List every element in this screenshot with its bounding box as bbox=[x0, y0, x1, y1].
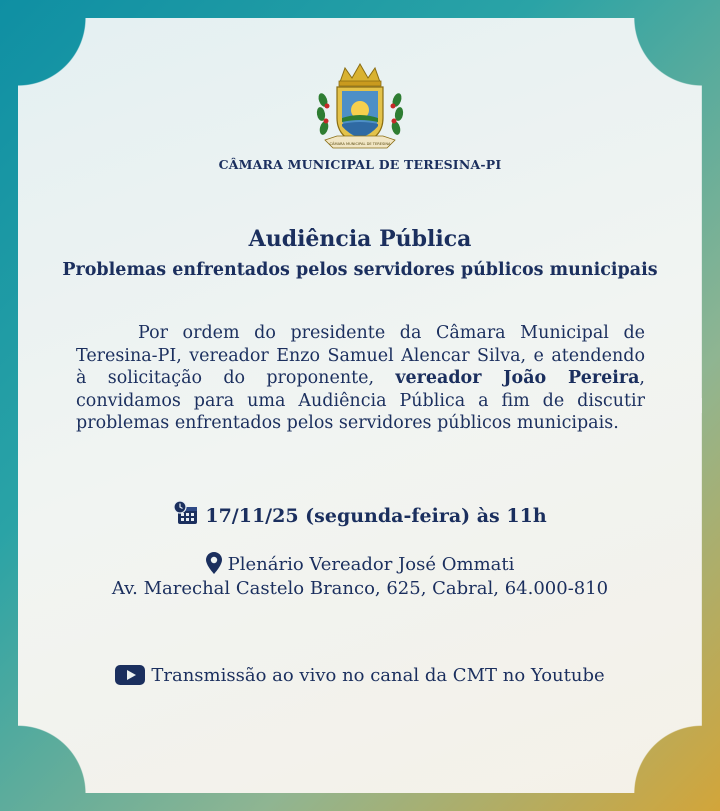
map-pin-icon bbox=[206, 552, 222, 574]
live-stream-info bbox=[0, 665, 720, 686]
crest-ribbon-text: CÂMARA MUNICIPAL DE TERESINA bbox=[329, 142, 391, 146]
page-subtitle: Problemas enfrentados pelos servidores públicos municipais bbox=[62, 260, 658, 280]
body-text-proponent: vereador João Pereira bbox=[395, 368, 640, 389]
event-date-text: 17/11/25 (segunda-feira) às 11h bbox=[205, 505, 547, 527]
body-text-part2: , convidamos para uma Audiência Pública a fim de discutir problemas enfrentados pelos servidores públicos municipais. bbox=[76, 368, 645, 434]
municipal-crest-logo bbox=[315, 60, 405, 156]
institution-name: CÂMARA MUNICIPAL DE TERESINA-PI bbox=[218, 157, 502, 172]
event-location bbox=[0, 552, 720, 575]
event-location-text: Plenário Vereador José Ommati bbox=[227, 554, 515, 575]
youtube-icon bbox=[115, 665, 145, 685]
page-title: Audiência Pública bbox=[248, 226, 472, 252]
calendar-clock-icon bbox=[173, 500, 199, 526]
body-text-part1: Por ordem do presidente da Câmara Municipal de Teresina-PI, vereador Enzo Samuel Alencar Silva, e atendendo à solicitação do proponente, bbox=[76, 323, 645, 389]
event-address: Av. Marechal Castelo Branco, 625, Cabral, 64.000-810 bbox=[111, 578, 609, 599]
live-stream-text: Transmissão ao vivo no canal da CMT no Youtube bbox=[151, 665, 605, 686]
event-date bbox=[0, 500, 720, 527]
invitation-body bbox=[76, 322, 645, 435]
